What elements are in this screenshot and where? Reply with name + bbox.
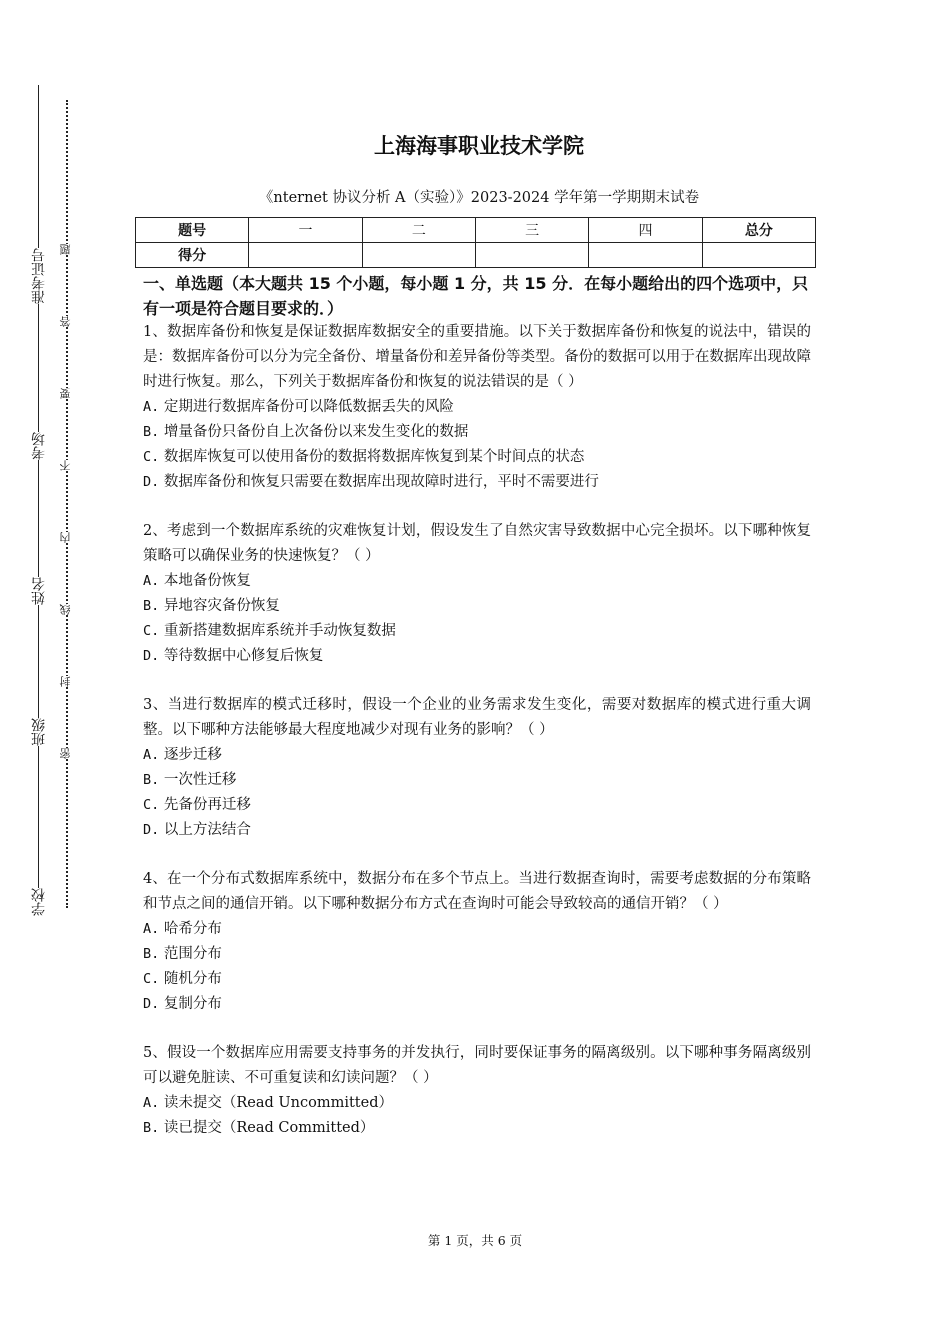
score-input-cell [589,243,702,268]
option-text: 范围分布 [163,946,222,962]
option-d [143,992,811,1017]
option-b [143,768,811,793]
score-table-cell: 一 [249,218,362,243]
option-letter: A. [143,573,160,589]
question-stem: 1、数据库备份和恢复是保证数据库数据安全的重要措施。以下关于数据库备份和恢复的说法中，错误的是：数据库备份可以分为完全备份、增量备份和差异备份等类型。备份的数据可以用于在数据库出现故障时进行恢复。那么，下列关于数据库备份和恢复的说法错误的是（ ） [143,324,811,390]
binding-margin [0,0,110,1344]
option-letter: B. [143,424,160,440]
option-a [143,569,811,594]
exam-subtitle: 《nternet 协议分析 A（实验）》2023-2024 学年第一学期期末试卷 [258,190,700,206]
seal-char: 线 [59,604,72,615]
option-text: 定期进行数据库备份可以降低数据丢失的风险 [163,399,454,415]
seal-char: 题 [59,244,72,255]
option-d [143,644,811,669]
score-table-cell: 题号 [136,218,249,243]
option-letter: D. [143,648,160,664]
option-letter: B. [143,946,160,962]
option-letter: A. [143,747,160,763]
class-label: 班级 [31,718,47,746]
option-letter: B. [143,1120,160,1136]
seal-char: 答 [59,316,72,327]
option-d [143,818,811,843]
option-letter: A. [143,1095,160,1111]
option-b [143,942,811,967]
option-text: 随机分布 [163,971,222,987]
option-c [143,793,811,818]
option-b [143,1116,811,1141]
score-table-cell: 总分 [702,218,815,243]
question-2 [143,519,811,669]
option-text: 逐步迁移 [163,747,222,763]
score-input-cell [702,243,815,268]
option-text: 增量备份只备份自上次备份以来发生变化的数据 [163,424,469,440]
section-heading: 一、单选题（本大题共 15 个小题，每小题 1 分，共 15 分．在每小题给出的四个选项中，只有一项是符合题目要求的．） [143,274,809,318]
score-table [135,217,816,268]
option-a [143,743,811,768]
score-input-cell [362,243,475,268]
seal-char: 要 [59,388,72,399]
option-text: 重新搭建数据库系统并手动恢复数据 [163,623,396,639]
option-b [143,420,811,445]
score-table-cell: 得分 [136,243,249,268]
option-a [143,395,811,420]
option-letter: C. [143,797,160,813]
option-letter: A. [143,399,160,415]
option-text: 读未提交（Read Uncommitted） [163,1095,393,1111]
question-list [143,320,811,1165]
option-text: 数据库恢复可以使用备份的数据将数据库恢复到某个时间点的状态 [163,449,585,465]
option-a [143,1091,811,1116]
binding-dotted-line [66,100,68,908]
exam-number-label: 准考证号 [31,248,47,304]
option-letter: C. [143,623,160,639]
option-letter: D. [143,474,160,490]
question-3 [143,693,811,843]
option-text: 复制分布 [163,996,222,1012]
option-text: 本地备份恢复 [163,573,251,589]
score-table-cell: 四 [589,218,702,243]
question-stem: 2、考虑到一个数据库系统的灾难恢复计划，假设发生了自然灾害导致数据中心完全损坏。以下哪种恢复策略可以确保业务的快速恢复？（ ） [143,523,811,564]
score-table-cell: 二 [362,218,475,243]
score-table-header-row [136,218,816,243]
score-input-cell [475,243,588,268]
page-footer: 第 1 页，共 6 页 [427,1233,523,1248]
option-c [143,967,811,992]
seal-char: 不 [59,460,72,471]
question-5 [143,1041,811,1141]
name-label: 姓名 [31,577,47,605]
question-stem: 5、假设一个数据库应用需要支持事务的并发执行，同时要保证事务的隔离级别。以下哪种事务隔离级别可以避免脏读、不可重复读和幻读问题？（ ） [143,1045,811,1086]
option-text: 读已提交（Read Committed） [163,1120,375,1136]
option-text: 以上方法结合 [163,822,251,838]
option-c [143,619,811,644]
school-title: 上海海事职业技术学院 [374,134,584,158]
option-letter: D. [143,996,160,1012]
score-input-cell [249,243,362,268]
question-4 [143,867,811,1017]
option-letter: C. [143,449,160,465]
seal-char: 密 [59,748,72,759]
option-text: 一次性迁移 [163,772,237,788]
seal-char: 内 [59,532,72,543]
option-text: 先备份再迁移 [163,797,251,813]
option-text: 数据库备份和恢复只需要在数据库出现故障时进行，平时不需要进行 [163,474,599,490]
question-stem: 3、当进行数据库的模式迁移时，假设一个企业的业务需求发生变化，需要对数据库的模式进行重大调整。以下哪种方法能够最大程度地减少对现有业务的影响？（ ） [143,697,811,738]
option-letter: A. [143,921,160,937]
option-letter: C. [143,971,160,987]
exam-room-label: 考场 [31,432,47,460]
question-stem: 4、在一个分布式数据库系统中，数据分布在多个节点上。当进行数据查询时，需要考虑数据的分布策略和节点之间的通信开销。以下哪种数据分布方式在查询时可能会导致较高的通信开销？（ ） [143,871,811,912]
option-b [143,594,811,619]
option-letter: B. [143,772,160,788]
option-c [143,445,811,470]
option-a [143,917,811,942]
question-1 [143,320,811,495]
option-text: 等待数据中心修复后恢复 [163,648,324,664]
option-text: 哈希分布 [163,921,222,937]
option-d [143,470,811,495]
score-table-cell: 三 [475,218,588,243]
option-text: 异地容灾备份恢复 [163,598,280,614]
score-table-score-row [136,243,816,268]
seal-char: 封 [59,676,72,687]
option-letter: D. [143,822,160,838]
option-letter: B. [143,598,160,614]
school-label: 学校 [31,888,47,916]
binding-solid-line [38,85,39,907]
